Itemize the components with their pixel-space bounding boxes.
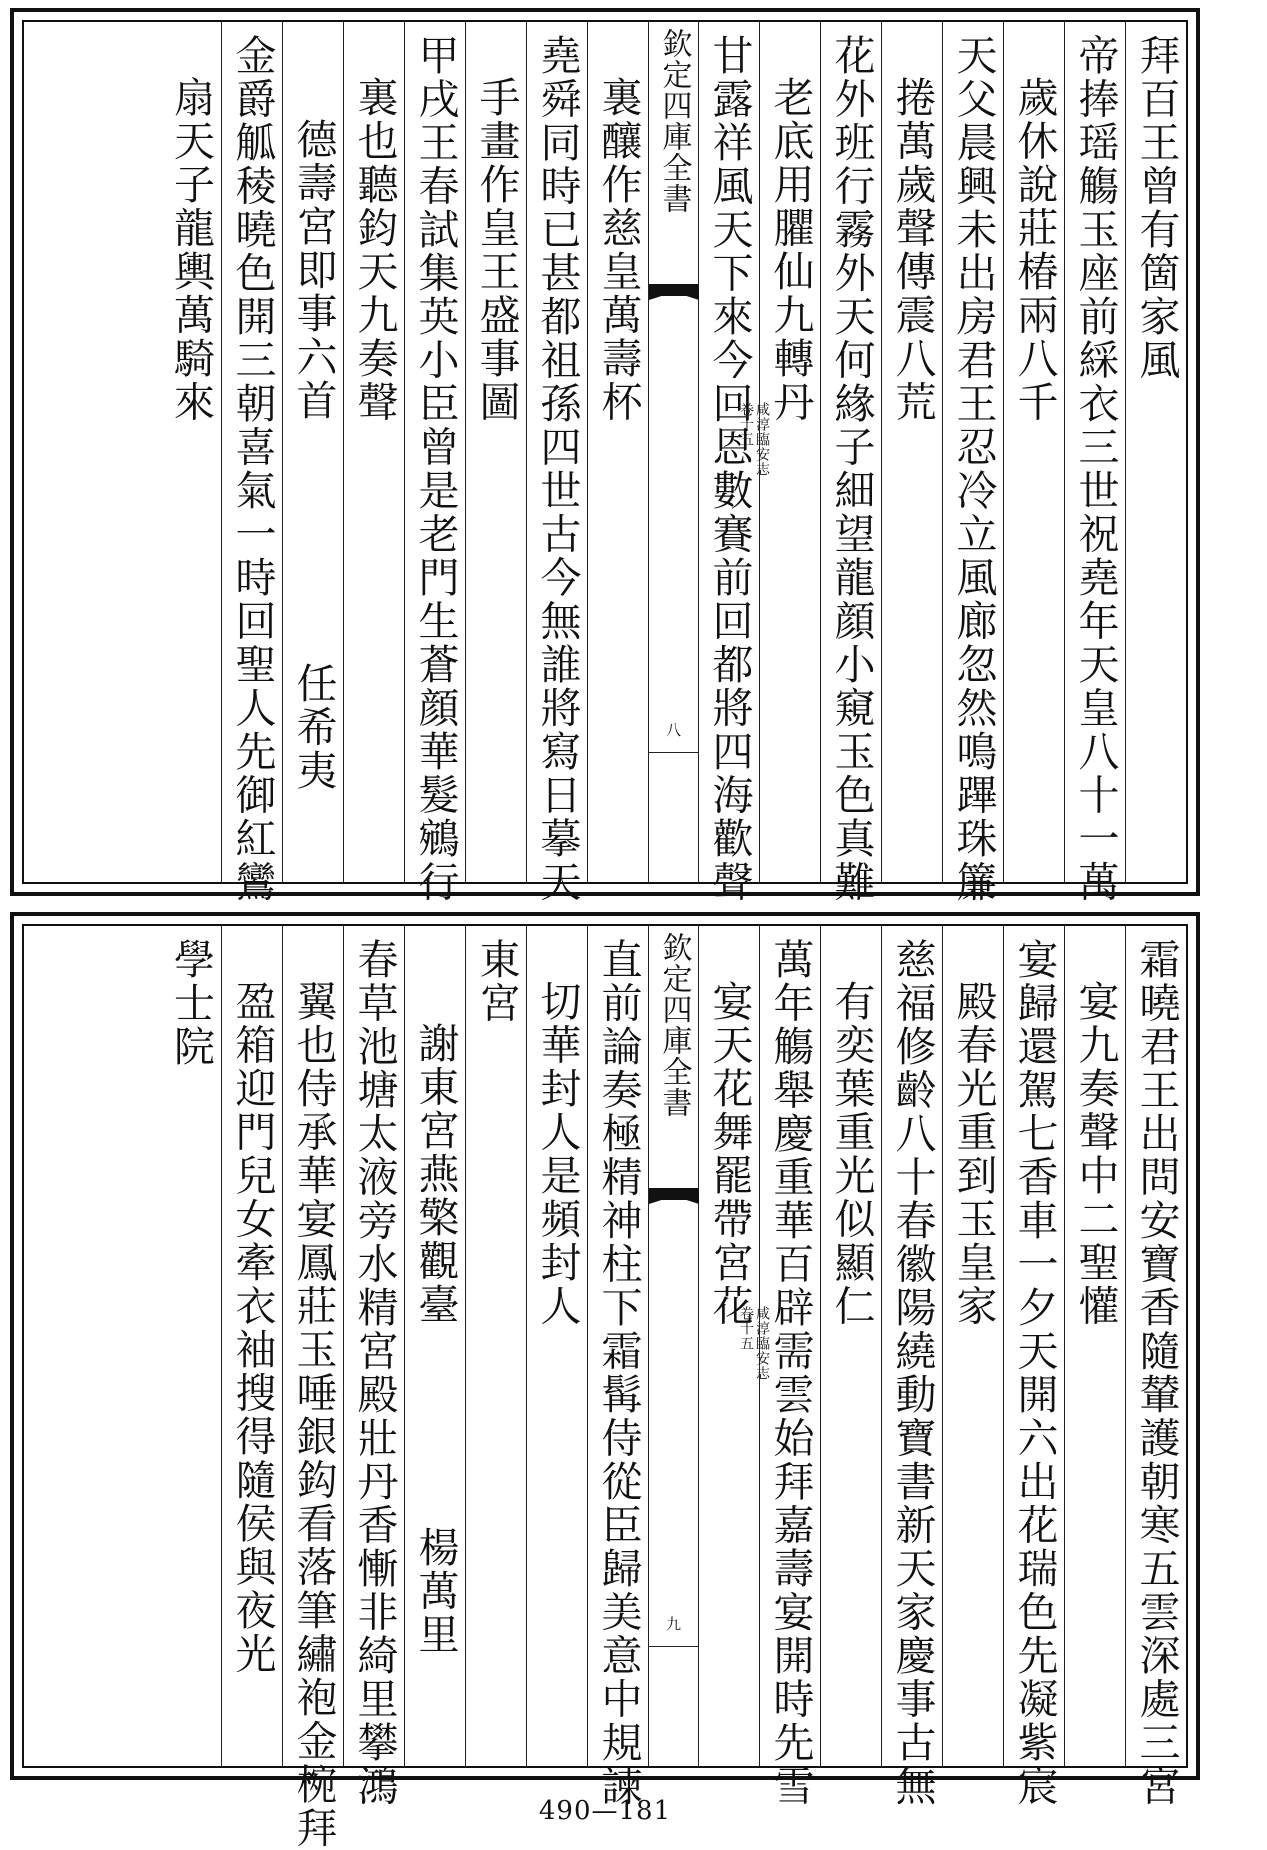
center-sub-title: 咸淳臨安志 — [754, 1306, 770, 1381]
column-text: 帝捧瑶觴玉座前綵衣三世祝堯年天皇八十一萬 — [1071, 34, 1120, 904]
poem-title: 謝東宮燕檠觀臺 — [411, 1022, 460, 1327]
text-column — [942, 926, 1003, 1766]
text-column — [282, 926, 343, 1850]
column-text: 翼也侍承華宴鳳莊玉唾銀鈎看落筆繡袍金椀拜 — [289, 980, 338, 1850]
column-text: 直前論奏極精神柱下霜髯侍從臣歸美意中規諫 — [594, 938, 643, 1808]
center-page-number: 八 — [664, 722, 682, 737]
center-divider — [649, 752, 698, 753]
column-text: 金爵觚稜曉色開三朝喜氣一時回聖人先御紅鸞 — [228, 34, 277, 904]
center-book-title: 欽定四庫全書 — [656, 932, 692, 1118]
text-column — [404, 22, 465, 904]
column-text: 宴歸還駕七香車一夕天開六出花瑞色先凝紫宸 — [1010, 938, 1059, 1808]
page-top-frame — [22, 20, 1188, 904]
column-text: 歲休說莊椿兩八千 — [1010, 76, 1059, 424]
column-text: 宴天花舞罷帶宮花 — [705, 980, 754, 1328]
column-text: 殿春光重到玉皇家 — [949, 980, 998, 1328]
text-column — [881, 926, 942, 1808]
column-text: 花外班行霧外天何緣子細望龍顔小窺玉色真難 — [827, 34, 876, 904]
column-text: 裏釀作慈皇萬壽杯 — [594, 76, 643, 424]
text-column — [221, 926, 282, 1766]
section-heading: 學士院 — [167, 938, 215, 1069]
text-column — [1125, 926, 1186, 1808]
text-column — [1003, 22, 1064, 882]
column-text: 捲萬歲聲傳震八荒 — [888, 76, 937, 424]
center-divider — [649, 1646, 698, 1647]
text-column — [526, 22, 587, 904]
column-text: 甲戌王春試集英小臣曾是老門生蒼顔華髮鵷行 — [411, 34, 460, 904]
text-column — [465, 22, 526, 882]
column-text: 有奕葉重光似顯仁 — [827, 980, 876, 1328]
center-sub-volume: 卷十五 — [738, 402, 754, 447]
center-subtitle — [655, 402, 769, 477]
column-text: 盈箱迎門兒女牽衣袖搜得隨侯與夜光 — [228, 980, 277, 1676]
center-subtitle — [655, 1306, 769, 1381]
column-text: 霜曉君王出問安寶香隨輦護朝寒五雲深處三宮 — [1132, 938, 1181, 1808]
text-column — [160, 22, 221, 882]
text-column — [526, 926, 587, 1766]
center-sub-volume: 卷十五 — [738, 1306, 754, 1351]
column-text: 堯舜同時已甚都祖孫四世古今無誰將寫日摹天 — [533, 34, 582, 904]
text-column — [343, 22, 404, 882]
poem-title: 德壽宮即事六首 — [289, 118, 338, 423]
center-book-title: 欽定四庫全書 — [656, 28, 692, 214]
column-text: 拜百王曾有箇家風 — [1132, 34, 1181, 382]
fishtail-ornament-icon — [649, 284, 699, 314]
text-column — [465, 926, 526, 1766]
page-top — [10, 8, 1200, 904]
text-column — [343, 926, 404, 1808]
text-column — [1064, 22, 1125, 904]
text-column — [587, 926, 648, 1808]
column-text: 甘露祥風天下來今回恩數賽前回都將四海歡聲 — [705, 34, 754, 904]
text-column — [282, 22, 343, 882]
column-text: 萬年觴舉慶重華百辟需雲始拜嘉壽宴開時先雪 — [766, 938, 815, 1808]
column-text: 天父晨興未出房君王忍冷立風廊忽然鳴蹕珠簾 — [949, 34, 998, 904]
center-page-number: 九 — [664, 1616, 682, 1631]
text-column — [881, 22, 942, 882]
column-text: 慈福修齡八十春徽陽繞動寶書新天家慶事古無 — [888, 938, 937, 1808]
text-column — [221, 22, 282, 904]
text-column — [404, 926, 465, 1766]
text-column — [1125, 22, 1186, 882]
column-text: 裏也聽鈞天九奏聲 — [350, 76, 399, 424]
text-column — [820, 926, 881, 1766]
section-heading: 東宮 — [472, 938, 521, 1025]
column-text: 扇天子龍輿萬騎來 — [167, 76, 215, 424]
text-column — [1064, 926, 1125, 1766]
text-column — [160, 926, 221, 1766]
text-column — [942, 22, 1003, 904]
column-text: 春草池塘太液旁水精宮殿壯丹香慚非綺里攀鴻 — [350, 938, 399, 1808]
footer-page-reference: 490—181 — [538, 1796, 672, 1826]
author-name: 任希夷 — [289, 662, 338, 793]
column-text: 老底用臞仙九轉丹 — [766, 76, 815, 424]
text-column — [820, 22, 881, 904]
text-column — [587, 22, 648, 882]
fishtail-ornament-icon — [649, 1188, 699, 1218]
column-text: 切華封人是頻封人 — [533, 980, 582, 1328]
column-text: 宴九奏聲中二聖懽 — [1071, 980, 1120, 1328]
author-name: 楊萬里 — [411, 1526, 460, 1657]
column-text: 手畫作皇王盛事圖 — [472, 76, 521, 424]
text-column — [1003, 926, 1064, 1808]
center-sub-title: 咸淳臨安志 — [754, 402, 770, 477]
